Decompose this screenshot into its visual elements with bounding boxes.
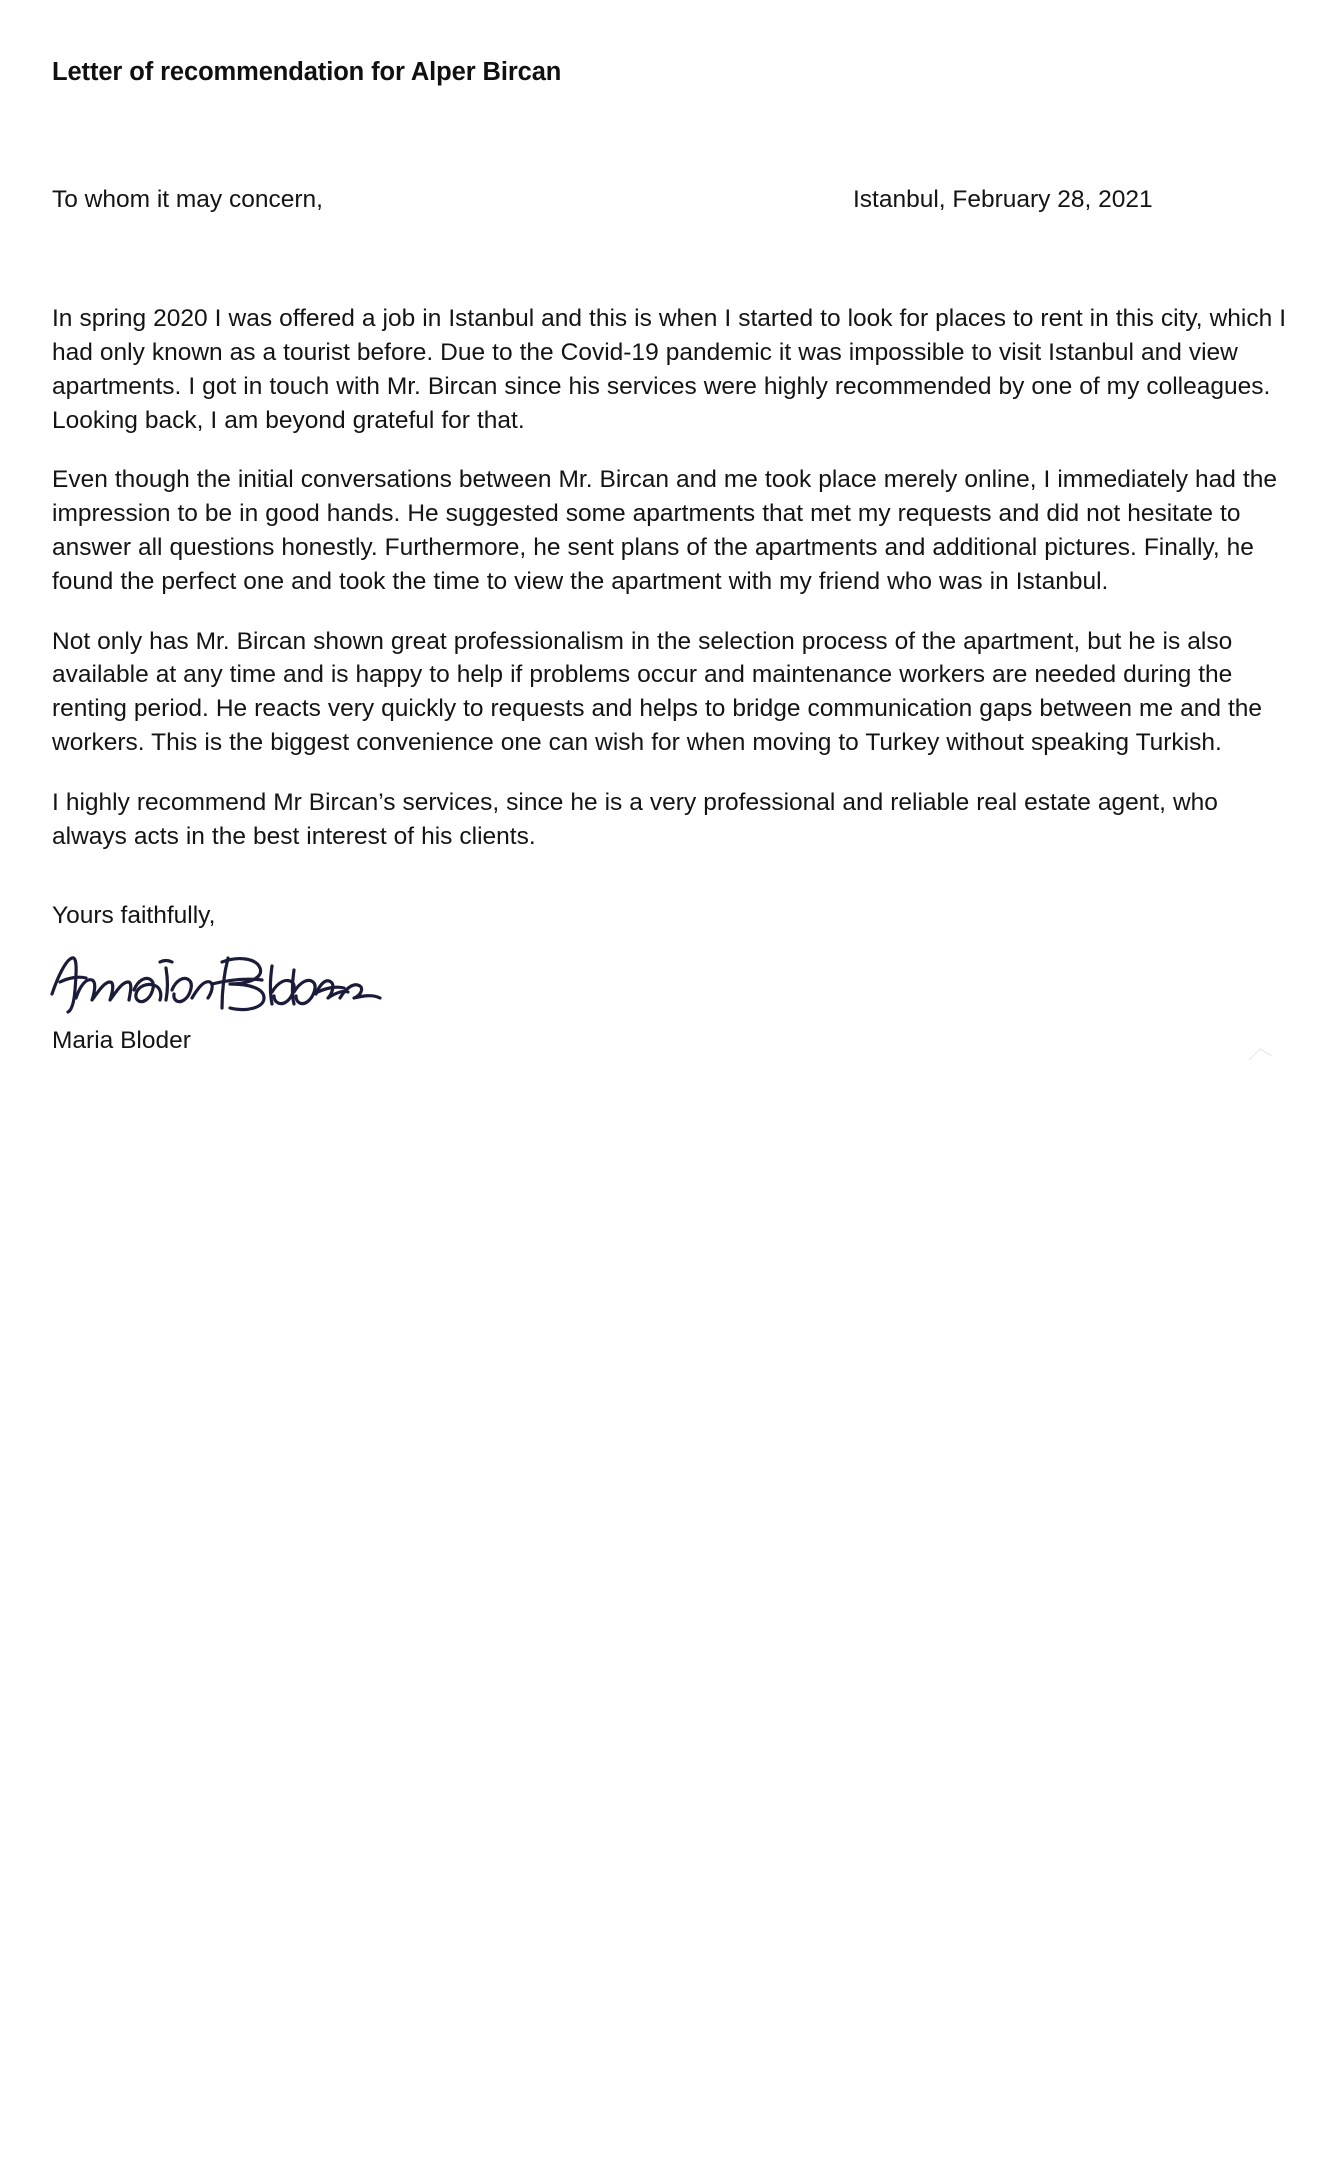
salutation: To whom it may concern, <box>52 186 323 214</box>
closing-line: Yours faithfully, <box>52 902 216 930</box>
letter-body <box>52 56 1292 1057</box>
place-and-date: Istanbul, February 28, 2021 <box>852 186 1153 214</box>
paragraph: I highly recommend Mr Bircan’s services, since he is a very professional and reliable real estate agent, who always acts in the best interest of his clients. <box>52 788 1218 850</box>
paragraph: Not only has Mr. Bircan shown great professionalism in the selection process of the apartment, but he is also available at any time and is happy to help if problems occur and maintenance workers are needed during the renting period. He reacts very quickly to requests and helps to bridge communication gaps between me and the workers. This is the biggest convenience one can wish for when moving to Turkey without speaking Turkish. <box>52 627 1263 756</box>
faint-scan-artifact-icon <box>1248 1046 1274 1064</box>
signer-name: Maria Bloder <box>52 1027 191 1055</box>
paragraph: Even though the initial conversations between Mr. Bircan and me took place merely online, I immediately had the impression to be in good hands. He suggested some apartments that met my requests and did not hesitate to answer all questions honestly. Furthermore, he sent plans of the apartments and additional pictures. Finally, he found the perfect one and took the time to view the apartment with my friend who was in Istanbul. <box>52 466 1277 595</box>
salutation-row <box>52 183 1292 216</box>
letter-paragraphs <box>52 302 1292 853</box>
handwritten-signature-icon <box>42 932 402 1028</box>
signature-area <box>52 938 1292 1024</box>
page-title: Letter of recommendation for Alper Bircan <box>52 58 562 86</box>
paragraph: In spring 2020 I was offered a job in Istanbul and this is when I started to look for places to rent in this city, which I had only known as a tourist before. Due to the Covid-19 pandemic it was impossible to visit Istanbul and view apartments. I got in touch with Mr. Bircan since his services were highly recommended by one of my colleagues. Looking back, I am beyond grateful for that. <box>52 305 1287 434</box>
